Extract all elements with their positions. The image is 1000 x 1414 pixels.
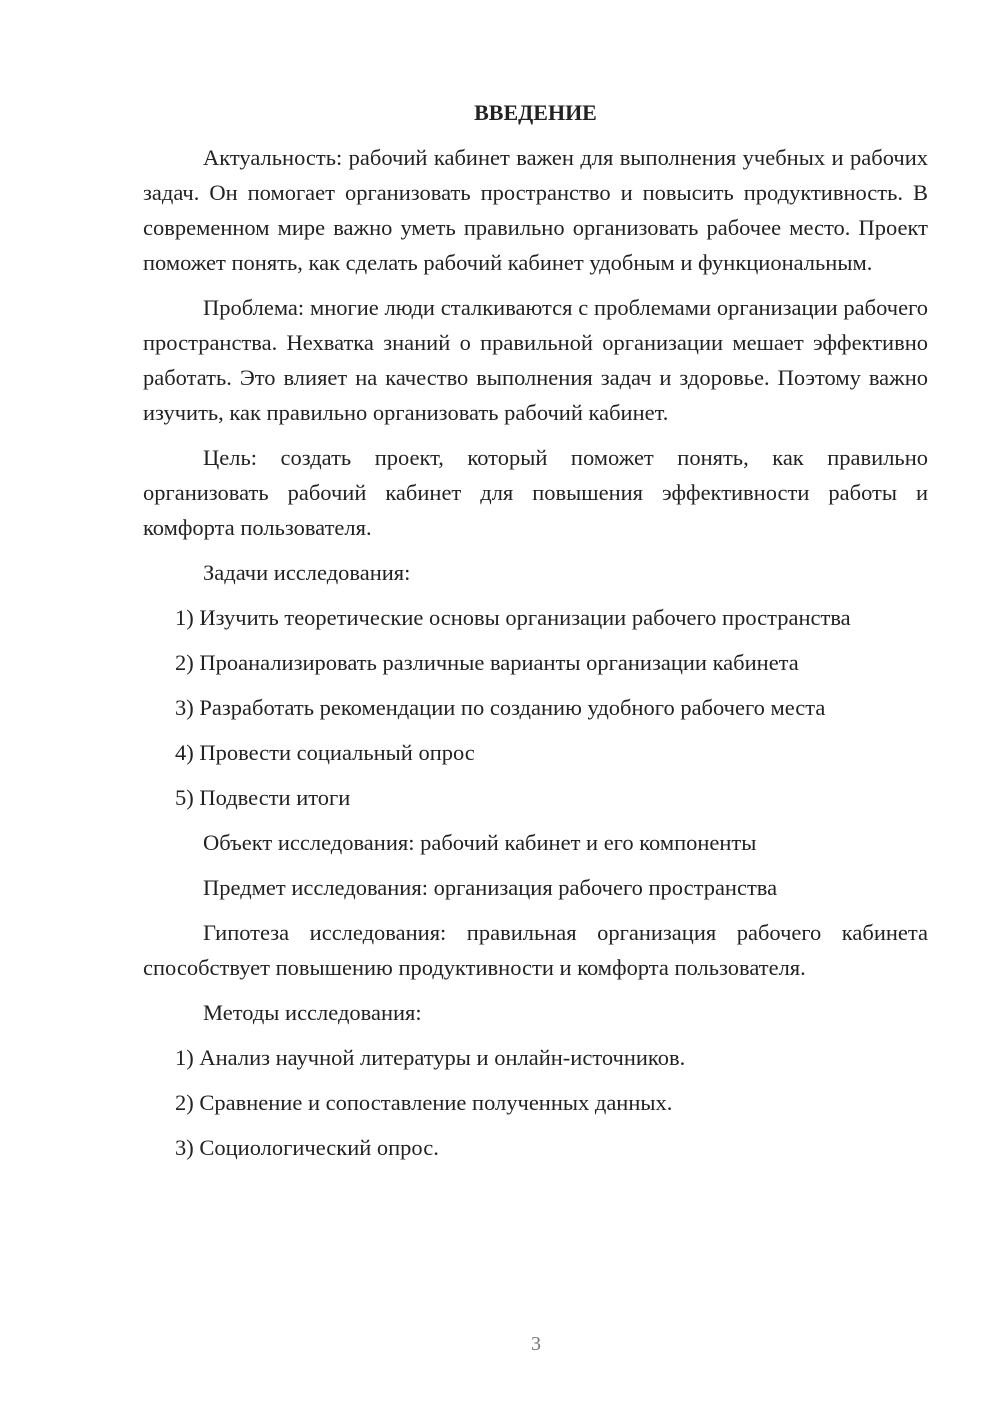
task-item: 4) Провести социальный опрос (175, 740, 475, 765)
task-item: 5) Подвести итоги (175, 785, 351, 810)
research-object: Объект исследования: рабочий кабинет и его компоненты (203, 830, 757, 855)
task-item: 1) Изучить теоретические основы организации рабочего пространства (175, 605, 851, 630)
method-item: 2) Сравнение и сопоставление полученных данных. (175, 1090, 673, 1115)
method-item: 1) Анализ научной литературы и онлайн-источников. (175, 1045, 686, 1070)
methods-label: Методы исследования: (203, 1000, 422, 1025)
relevance-paragraph: Актуальность: рабочий кабинет важен для выполнения учебных и рабочих задач. Он помогает организовать пространство и повысить продуктивность. В современном мире важно уметь правильно организовать рабочее место. Проект поможет понять, как сделать рабочий кабинет удобным и функциональным. (143, 145, 928, 275)
research-subject: Предмет исследования: организация рабочего пространства (203, 875, 778, 900)
problem-paragraph: Проблема: многие люди сталкиваются с проблемами организации рабочего пространства. Нехватка знаний о правильной организации мешает эффективно работать. Это влияет на качество выполнения задач и здоровье. Поэтому важно изучить, как правильно организовать рабочий кабинет. (143, 295, 928, 425)
page-content (143, 95, 928, 1175)
section-heading: ВВЕДЕНИЕ (474, 100, 597, 125)
method-item: 3) Социологический опрос. (175, 1135, 439, 1160)
page-number: 3 (531, 1333, 541, 1355)
task-item: 2) Проанализировать различные варианты организации кабинета (175, 650, 799, 675)
task-item: 3) Разработать рекомендации по созданию удобного рабочего места (175, 695, 826, 720)
tasks-label: Задачи исследования: (203, 560, 411, 585)
goal-paragraph: Цель: создать проект, который поможет понять, как правильно организовать рабочий кабинет для повышения эффективности работы и комфорта пользователя. (143, 445, 928, 540)
research-hypothesis: Гипотеза исследования: правильная организация рабочего кабинета способствует повышению продуктивности и комфорта пользователя. (143, 920, 928, 980)
